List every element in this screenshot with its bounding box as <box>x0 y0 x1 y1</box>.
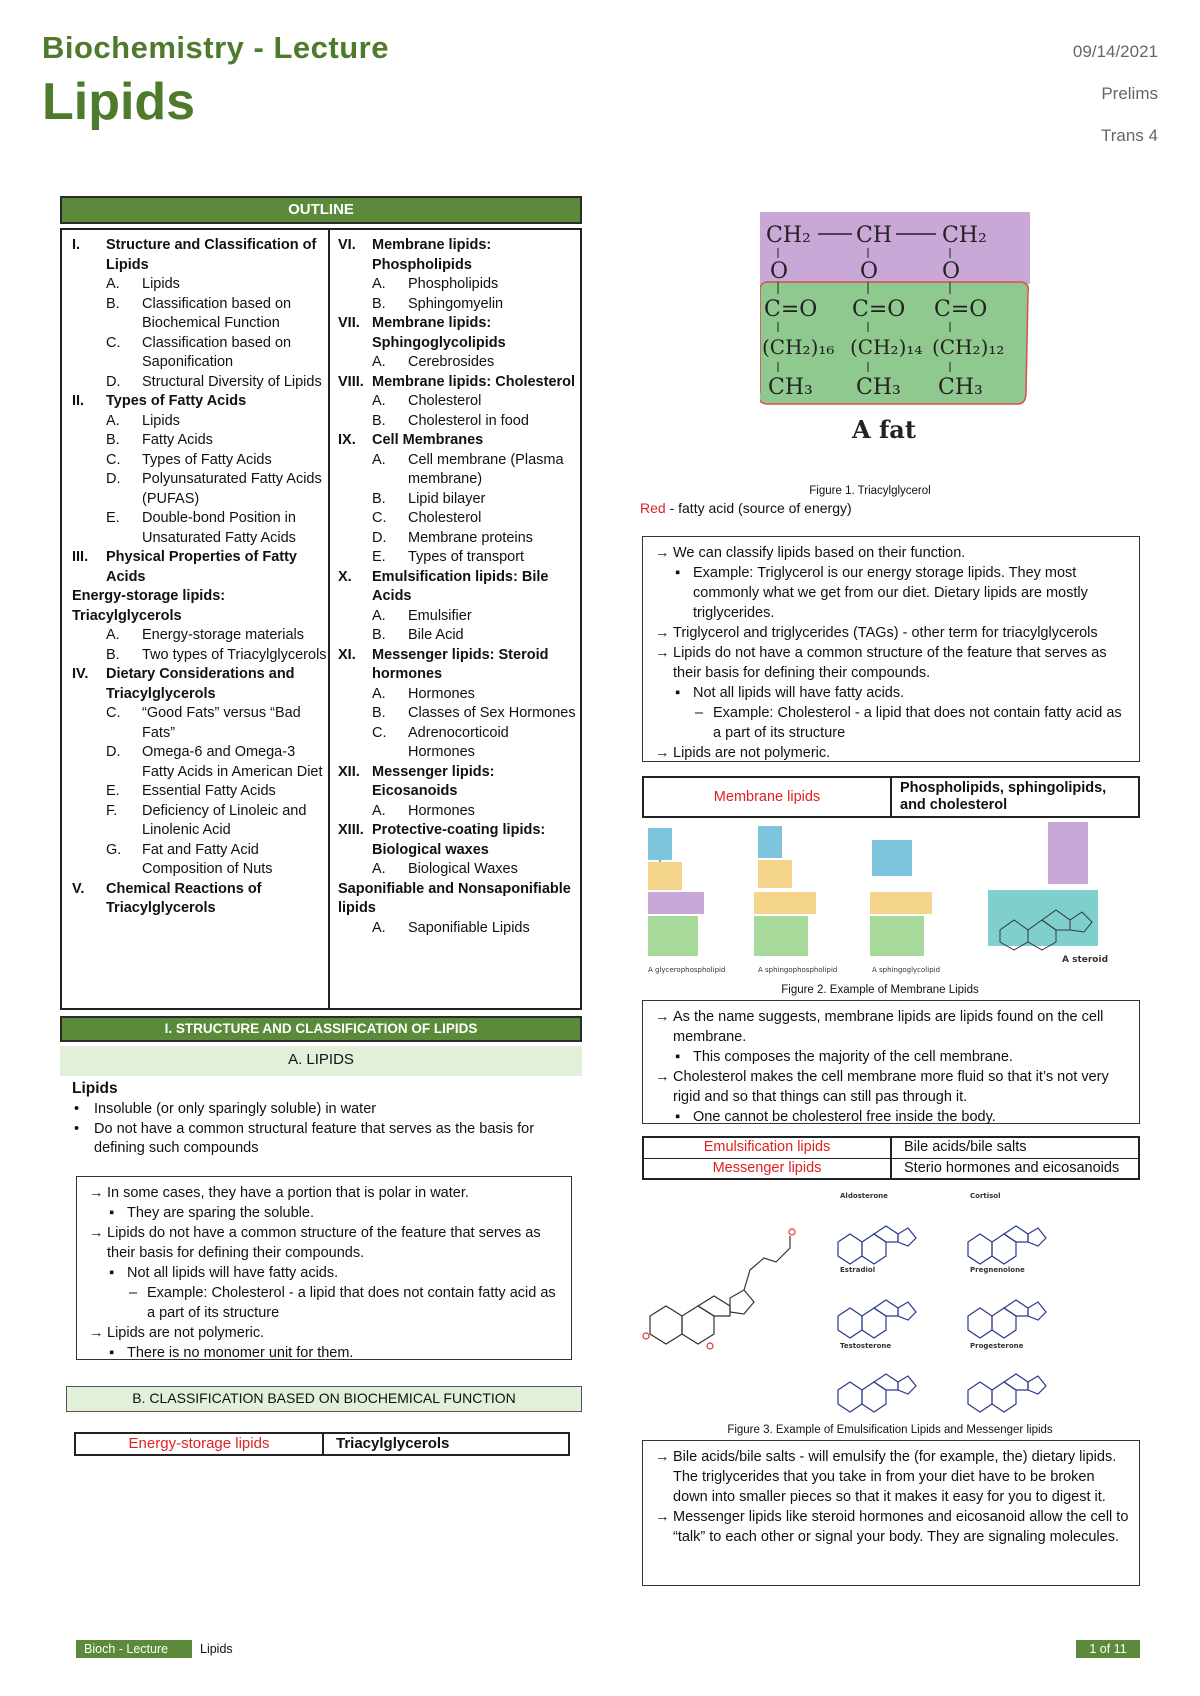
outline-item <box>72 665 328 704</box>
outline-item-number: VI. <box>338 237 356 253</box>
outline-item-number: B. <box>106 646 120 663</box>
note-text: Bile acids/bile salts - will emulsify the (for example, the) dietary lipids. The triglycerides that you take in from your diet have to be broken down into smaller pieces so that it makes it easy for you to digest it. <box>673 1449 1117 1505</box>
note-text: Example: Cholesterol - a lipid that does not contain fatty acid as a part of its structure <box>147 1285 556 1321</box>
outline-item-number: D. <box>106 744 121 760</box>
hormone-label-progesterone: Progesterone <box>970 1342 1024 1350</box>
note-text: We can classify lipids based on their function. <box>673 545 966 561</box>
outline-item <box>72 548 328 587</box>
chain-1: (CH₂)₁₆ <box>762 335 835 359</box>
note-bullet-marker: – <box>695 705 704 721</box>
fat-caption: A fat <box>852 415 916 444</box>
outline-item <box>72 431 328 451</box>
outline-item-number: A. <box>106 627 120 643</box>
steroid-ring-aldosterone <box>838 1226 916 1264</box>
outline-right-column <box>338 236 576 938</box>
oxygen-1: O <box>770 259 789 284</box>
outline-item-text: Energy-storage lipids: Triacylglycerols <box>72 588 226 624</box>
outline-item-text: Classification based on Biochemical Function <box>142 295 292 331</box>
figure-3-label: Figure 3. Example of Emulsification Lipids and Messenger lipids <box>727 1424 1053 1436</box>
outline-item-text: Types of transport <box>408 549 525 565</box>
outline-item-number: A. <box>106 276 120 292</box>
outline-item <box>338 919 576 939</box>
bile-messenger-note-box <box>642 1440 1140 1586</box>
note-bullet-marker: ▪ <box>675 1049 681 1065</box>
outline-item-text: Classification based on Saponification <box>142 334 292 370</box>
energy-storage-table <box>74 1432 570 1456</box>
outline-item <box>338 646 576 685</box>
glycerol-c1: CH₂ <box>766 223 811 248</box>
outline-item-text: Adrenocorticoid Hormones <box>408 724 509 760</box>
figure-1-label: Figure 1. Triacylglycerol <box>809 485 931 497</box>
membrane-note-box <box>642 1000 1140 1124</box>
outline-item-number: A. <box>372 802 386 819</box>
outline-item-text: Fatty Acids <box>142 432 213 448</box>
steroid-structure <box>988 822 1098 950</box>
outline-item-number: B. <box>372 412 386 429</box>
legend-text: - fatty acid (source of energy) <box>665 500 852 516</box>
energy-category-cell: Energy-storage lipids <box>76 1434 324 1454</box>
note-bullet-marker: → <box>655 1449 670 1465</box>
note-line <box>655 643 1129 683</box>
footer-course-tag: Bioch - Lecture <box>76 1640 192 1658</box>
outline-item <box>338 392 576 412</box>
figure-2-label: Figure 2. Example of Membrane Lipids <box>781 984 979 996</box>
note-bullet-marker: ▪ <box>109 1205 115 1221</box>
page-footer <box>76 1640 1140 1660</box>
steroid-ring-cortisol <box>968 1226 1046 1264</box>
outline-item-text: Saponifiable and Nonsaponifiable lipids <box>338 880 571 916</box>
caption-steroid: A steroid <box>1062 955 1109 965</box>
outline-item-number: C. <box>372 510 387 526</box>
outline-item-text: Two types of Triacylglycerols <box>142 646 327 663</box>
outline-item <box>338 509 576 529</box>
note-text: In some cases, they have a portion that is polar in water. <box>107 1185 469 1201</box>
note-line <box>655 1067 1129 1107</box>
page-title: Lipids <box>42 73 196 131</box>
outline-item <box>72 392 328 412</box>
outline-item-text: Hormones <box>408 685 475 702</box>
note-text: Cholesterol makes the cell membrane more fluid so that it’s not very rigid and so that things can still pas through it. <box>673 1069 1109 1105</box>
outline-item-number: II. <box>72 393 85 409</box>
outline-item-number: C. <box>106 451 121 468</box>
outline-item-text: Classes of Sex Hormones <box>408 705 576 721</box>
note-text: Lipids do not have a common structure of the feature that serves as their basis for defining their compounds. <box>107 1225 541 1261</box>
outline-item <box>72 802 328 841</box>
outline-item-text: Messenger lipids: Eicosanoids <box>372 763 495 799</box>
outline-item <box>72 275 328 295</box>
figure-1-legend <box>640 500 852 516</box>
note-text: Lipids are not polymeric. <box>107 1325 265 1341</box>
bile-acid-structure <box>643 1229 795 1349</box>
outline-item-number: D. <box>106 373 121 390</box>
section-1a-heading: A. LIPIDS <box>60 1046 582 1076</box>
outline-item <box>338 451 576 490</box>
hormone-label-aldosterone: Aldosterone <box>840 1192 888 1200</box>
outline-item-text: Double-bond Position in Unsaturated Fatty Acids <box>142 510 296 546</box>
outline-item <box>72 412 328 432</box>
note-bullet-marker: → <box>89 1325 104 1341</box>
outline-item-text: Cell membrane (Plasma membrane) <box>408 451 564 487</box>
triacylglycerol-figure <box>760 212 1030 474</box>
outline-item <box>338 373 576 393</box>
classification-note-box <box>642 536 1140 762</box>
outline-item-number: E. <box>106 510 120 526</box>
lipids-bullet: • Insoluble (or only sparingly soluble) in water <box>72 1100 572 1120</box>
outline-item <box>338 353 576 373</box>
outline-item-text: Chemical Reactions of Triacylglycerols <box>106 880 262 916</box>
outline-item-text: Saponifiable Lipids <box>408 919 530 936</box>
outline-item-text: Structure and Classification of Lipids <box>106 237 317 273</box>
outline-item <box>72 880 328 919</box>
outline-item-text: Structural Diversity of Lipids <box>142 373 322 390</box>
table-row <box>644 1138 1138 1158</box>
note-line <box>89 1343 561 1363</box>
terminal-2: CH₃ <box>856 375 901 400</box>
outline-item-text: Membrane lipids: Phospholipids <box>372 237 492 273</box>
outline-item-number: A. <box>372 393 386 409</box>
glycerol-c3: CH₂ <box>942 223 987 248</box>
outline-item <box>338 431 576 451</box>
note-line <box>89 1183 561 1203</box>
note-line <box>655 623 1129 643</box>
note-bullet-marker: → <box>655 1069 670 1085</box>
outline-item-number: VIII. <box>338 373 364 390</box>
outline-item <box>338 548 576 568</box>
outline-item-text: Cholesterol in food <box>408 412 529 429</box>
hormone-label-cortisol: Cortisol <box>970 1192 1001 1200</box>
membrane-example-cell: Phospholipids, sphingolipids, and cholesterol <box>900 780 1107 813</box>
outline-item <box>72 587 328 626</box>
outline-item-number: I. <box>72 237 81 253</box>
outline-item-text: Membrane lipids: Sphingoglycolipids <box>372 315 506 351</box>
outline-item-number: III. <box>72 549 89 565</box>
membrane-lipids-figure <box>648 822 1140 978</box>
outline-item-text: Polyunsaturated Fatty Acids (PUFAS) <box>142 471 322 507</box>
note-line <box>89 1223 561 1263</box>
outline-item <box>338 704 576 724</box>
note-text: Example: Triglycerol is our energy storage lipids. They most commonly what we get from our diet. Dietary lipids are mostly triglycerides. <box>693 565 1088 621</box>
outline-item <box>338 880 576 919</box>
outline-item <box>72 236 328 275</box>
outline-item <box>338 724 576 763</box>
glycerophospholipid-structure <box>648 828 704 956</box>
sphingophospholipid-structure <box>754 826 816 956</box>
lipids-bullets <box>72 1100 572 1159</box>
outline-item-text: Messenger lipids: Steroid hormones <box>372 646 549 682</box>
chain-2: (CH₂)₁₄ <box>850 335 923 359</box>
note-line <box>89 1263 561 1283</box>
outline-item-number: B. <box>106 432 120 448</box>
note-bullet-marker: → <box>89 1225 104 1241</box>
terminal-3: CH₃ <box>938 375 983 400</box>
outline-item <box>338 529 576 549</box>
outline-item-number: A. <box>372 276 386 292</box>
outline-item-text: Lipids <box>142 412 180 429</box>
outline-item-number: B. <box>372 295 386 312</box>
emulsification-messenger-table <box>642 1136 1140 1180</box>
steroid-ring-estradiol <box>838 1300 916 1338</box>
note-bullet-marker: → <box>655 1509 670 1525</box>
outline-item-number: A. <box>372 919 386 936</box>
outline-item <box>338 763 576 802</box>
trans-label: Trans 4 <box>1100 126 1158 145</box>
lipids-label: Lipids <box>72 1080 118 1097</box>
outline-item-number: A. <box>372 607 386 624</box>
carbonyl-2: C=O <box>852 297 906 322</box>
table-row <box>644 1158 1138 1178</box>
note-text: They are sparing the soluble. <box>127 1205 314 1221</box>
emulsification-messenger-figure <box>640 1186 1140 1418</box>
outline-item-number: XIII. <box>338 822 364 838</box>
outline-item-number: B. <box>106 295 120 312</box>
outline-divider <box>328 228 330 1010</box>
outline-item-text: Membrane lipids: Cholesterol <box>372 373 576 390</box>
note-line <box>89 1203 561 1223</box>
note-line <box>655 1007 1129 1047</box>
note-bullet-marker: → <box>89 1185 104 1201</box>
outline-item-number: A. <box>372 861 386 877</box>
outline-item-text: Energy-storage materials <box>142 627 304 643</box>
energy-example-cell: Triacylglycerols <box>336 1435 450 1452</box>
outline-item-number: E. <box>372 549 386 565</box>
date-label: 09/14/2021 <box>1072 42 1158 61</box>
outline-item-text: Membrane proteins <box>408 529 533 546</box>
outline-item-number: E. <box>106 783 120 799</box>
terminal-1: CH₃ <box>768 375 813 400</box>
hormone-label-pregnenolone: Pregnenolone <box>970 1266 1025 1274</box>
outline-item <box>338 275 576 295</box>
lipids-bullet: • Do not have a common structural feature that serves as the basis for defining such compounds <box>72 1120 572 1159</box>
oxygen-3: O <box>942 259 961 284</box>
note-text: Triglycerol and triglycerides (TAGs) - other term for triacylglycerols <box>673 625 1098 641</box>
outline-item-text: Emulsification lipids: Bile Acids <box>372 568 549 604</box>
outline-item <box>338 685 576 705</box>
outline-item-number: C. <box>106 334 121 351</box>
note-bullet-marker: ▪ <box>675 565 681 581</box>
outline-item <box>338 821 576 860</box>
outline-item-text: Phospholipids <box>408 276 499 292</box>
outline-item-number: C. <box>106 705 121 721</box>
outline-item-text: Cholesterol <box>408 393 482 409</box>
lipids-note-box <box>76 1176 572 1360</box>
outline-item-text: Lipids <box>142 276 180 292</box>
membrane-lipids-table <box>642 776 1140 818</box>
note-line <box>655 703 1129 743</box>
note-line <box>655 1507 1129 1547</box>
outline-item <box>338 412 576 432</box>
note-line <box>89 1283 561 1323</box>
outline-item <box>338 295 576 315</box>
outline-item-text: Types of Fatty Acids <box>106 393 247 409</box>
outline-item-number: A. <box>372 354 386 370</box>
note-line <box>655 743 1129 763</box>
emulsification-example-cell: Bile acids/bile salts <box>904 1139 1027 1155</box>
outline-item-number: XI. <box>338 646 356 663</box>
outline-item <box>72 295 328 334</box>
note-text: Lipids do not have a common structure of the feature that serves as their basis for defining their compounds. <box>673 645 1107 681</box>
note-bullet-marker: ▪ <box>675 685 681 701</box>
outline-item-text: Hormones <box>408 802 475 819</box>
note-text: As the name suggests, membrane lipids are lipids found on the cell membrane. <box>673 1009 1104 1045</box>
outline-item-number: D. <box>372 529 387 546</box>
footer-topic: Lipids <box>200 1642 233 1656</box>
note-line <box>655 1107 1129 1127</box>
note-text: Not all lipids will have fatty acids. <box>693 685 905 701</box>
oxygen-2: O <box>860 259 879 284</box>
outline-item-number: A. <box>372 685 386 702</box>
outline-item-text: Fat and Fatty Acid Composition of Nuts <box>142 841 273 877</box>
emulsification-category-cell: Emulsification lipids <box>644 1138 892 1158</box>
outline-item-number: X. <box>338 568 352 585</box>
hormone-label-testosterone: Testosterone <box>840 1342 892 1350</box>
section-1-heading: I. STRUCTURE AND CLASSIFICATION OF LIPIDS <box>60 1016 582 1042</box>
outline-item <box>72 334 328 373</box>
messenger-category-cell: Messenger lipids <box>644 1159 892 1178</box>
course-title: Biochemistry - Lecture <box>42 30 389 65</box>
note-line <box>655 543 1129 563</box>
note-bullet-marker: – <box>129 1285 138 1301</box>
outline-heading: OUTLINE <box>60 196 582 224</box>
note-bullet-marker: → <box>655 545 670 561</box>
outline-item <box>72 782 328 802</box>
footer-page-number: 1 of 11 <box>1076 1640 1140 1658</box>
steroid-ring-testosterone <box>838 1374 916 1412</box>
outline-item-number: D. <box>106 471 121 487</box>
note-bullet-marker: ▪ <box>675 1109 681 1125</box>
outline-item-number: B. <box>372 627 386 643</box>
note-line <box>655 1447 1129 1507</box>
outline-item-text: Types of Fatty Acids <box>142 451 272 468</box>
outline-item-number: V. <box>72 880 85 897</box>
note-text: This composes the majority of the cell membrane. <box>693 1049 1013 1065</box>
outline-item <box>72 743 328 782</box>
note-bullet-marker: → <box>655 745 670 761</box>
steroid-ring-progesterone <box>968 1374 1046 1412</box>
note-bullet-marker: → <box>655 1009 670 1025</box>
note-line <box>655 1047 1129 1067</box>
section-b-heading: B. CLASSIFICATION BASED ON BIOCHEMICAL FUNCTION <box>66 1386 582 1412</box>
outline-left-column <box>72 236 328 919</box>
outline-item-text: Lipid bilayer <box>408 490 486 507</box>
outline-item-text: Bile Acid <box>408 627 464 643</box>
note-text: There is no monomer unit for them. <box>127 1345 354 1361</box>
outline-item-number: F. <box>106 802 118 819</box>
outline-item <box>72 373 328 393</box>
outline-item-text: Cerebrosides <box>408 354 495 370</box>
outline-item <box>338 568 576 607</box>
outline-item <box>338 314 576 353</box>
glycerol-c2: CH <box>856 223 893 248</box>
outline-item-number: A. <box>106 412 120 429</box>
outline-item-number: A. <box>372 451 386 468</box>
outline-item <box>72 470 328 509</box>
outline-item-number: C. <box>372 724 387 741</box>
carbonyl-1: C=O <box>764 297 818 322</box>
steroid-ring-pregnenolone <box>968 1300 1046 1338</box>
chain-3: (CH₂)₁₂ <box>932 335 1005 359</box>
caption-sphingoglycolipid: A sphingoglycolipid <box>872 966 941 974</box>
outline-item-number: G. <box>106 841 122 858</box>
outline-item-text: Omega-6 and Omega-3 Fatty Acids in American Diet <box>142 744 323 780</box>
note-bullet-marker: → <box>655 645 670 661</box>
outline-item <box>72 626 328 646</box>
outline-item-text: “Good Fats” versus “Bad Fats” <box>142 705 301 741</box>
outline-item <box>72 841 328 880</box>
note-text: Example: Cholesterol - a lipid that does not contain fatty acid as a part of its structure <box>713 705 1122 741</box>
outline-item-number: B. <box>372 490 386 507</box>
outline-item <box>338 236 576 275</box>
outline-item <box>72 509 328 548</box>
outline-item <box>72 451 328 471</box>
outline-item-text: Dietary Considerations and Triacylglycerols <box>106 666 295 702</box>
note-text: Messenger lipids like steroid hormones and eicosanoid allow the cell to “talk” to each other or signal your body. They are signaling molecules. <box>673 1509 1129 1545</box>
note-line <box>89 1323 561 1343</box>
note-line <box>655 563 1129 623</box>
carbonyl-3: C=O <box>934 297 988 322</box>
outline-item-text: Emulsifier <box>408 607 472 624</box>
legend-red: Red <box>640 500 666 516</box>
outline-item-text: Protective-coating lipids: Biological waxes <box>372 822 546 858</box>
messenger-example-cell: Sterio hormones and eicosanoids <box>904 1160 1120 1176</box>
outline-item-number: VII. <box>338 315 360 331</box>
note-bullet-marker: ▪ <box>109 1345 115 1361</box>
caption-glycerophospholipid: A glycerophospholipid <box>648 966 726 974</box>
note-text: Lipids are not polymeric. <box>673 745 831 761</box>
note-text: One cannot be cholesterol free inside the body. <box>693 1109 996 1125</box>
outline-item-number: XII. <box>338 763 360 780</box>
outline-item <box>338 490 576 510</box>
outline-item <box>338 802 576 822</box>
outline-item-text: Biological Waxes <box>408 861 518 877</box>
outline-item-text: Deficiency of Linoleic and Linolenic Acid <box>142 802 307 838</box>
outline-item-text: Physical Properties of Fatty Acids <box>106 549 297 585</box>
outline-item-number: B. <box>372 705 386 721</box>
outline-item-number: IV. <box>72 666 89 682</box>
outline-item <box>72 646 328 666</box>
outline-item-text: Cholesterol <box>408 510 482 526</box>
outline-box <box>60 228 582 1010</box>
outline-item-text: Cell Membranes <box>372 432 484 448</box>
note-bullet-marker: → <box>655 625 670 641</box>
membrane-category-cell: Membrane lipids <box>644 778 892 816</box>
outline-item <box>338 607 576 627</box>
outline-item-text: Essential Fatty Acids <box>142 783 276 799</box>
outline-item-text: Sphingomyelin <box>408 295 504 312</box>
note-line <box>655 683 1129 703</box>
hormone-label-estradiol: Estradiol <box>840 1266 876 1274</box>
outline-item <box>338 626 576 646</box>
note-text: Not all lipids will have fatty acids. <box>127 1265 339 1281</box>
note-bullet-marker: ▪ <box>109 1265 115 1281</box>
exam-label: Prelims <box>1101 84 1158 103</box>
outline-item <box>338 860 576 880</box>
sphingoglycolipid-structure <box>870 840 932 956</box>
outline-item <box>72 704 328 743</box>
caption-sphingophospholipid: A sphingophospholipid <box>758 966 838 974</box>
outline-item-number: IX. <box>338 432 356 448</box>
